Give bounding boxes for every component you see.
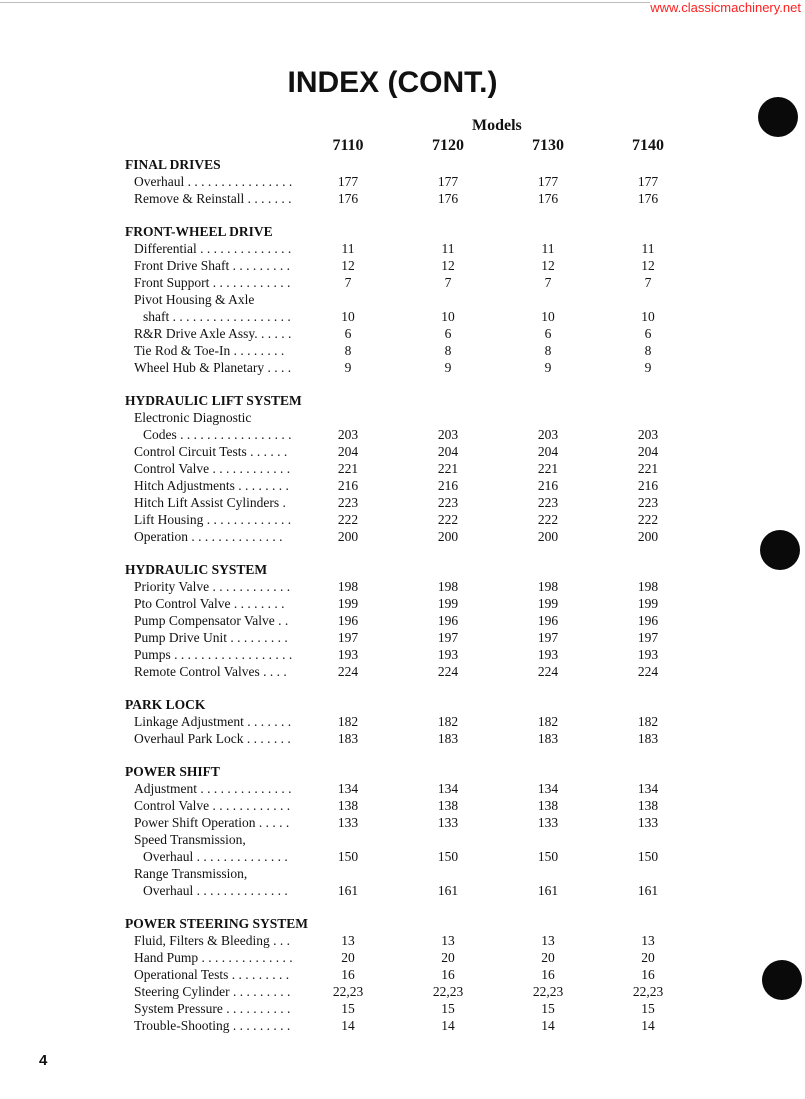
index-entry-row — [0, 629, 805, 646]
section-title: POWER STEERING SYSTEM — [125, 916, 309, 931]
entry-label: Pump Drive Unit . . . . . . . . . — [134, 630, 288, 645]
page-reference-7140: 13 — [641, 933, 655, 948]
index-entry-row — [0, 494, 805, 511]
entry-label: Power Shift Operation . . . . . — [134, 815, 290, 830]
page-reference-7110: 198 — [337, 579, 359, 594]
page-reference-7140: 20 — [641, 950, 655, 965]
index-entry-row — [0, 1000, 805, 1017]
index-section — [0, 223, 805, 376]
index-entry-row — [0, 511, 805, 528]
page-reference-7110: 199 — [337, 596, 359, 611]
page-reference-7120: 203 — [437, 427, 459, 442]
page-reference-7130: 183 — [537, 731, 559, 746]
page-reference-7130: 176 — [537, 191, 559, 206]
page-reference-7120: 133 — [437, 815, 459, 830]
page-reference-7130: 161 — [537, 883, 559, 898]
page-reference-7130: 10 — [541, 309, 555, 324]
section-title: PARK LOCK — [125, 697, 206, 712]
entry-label: Overhaul Park Lock . . . . . . . — [134, 731, 291, 746]
section-heading-row — [0, 156, 805, 173]
page-reference-7140: 221 — [637, 461, 659, 476]
entry-label: Codes . . . . . . . . . . . . . . . . . — [143, 427, 292, 442]
page-reference-7110: 15 — [341, 1001, 355, 1016]
index-entry-row — [0, 663, 805, 680]
page-reference-7140: 133 — [637, 815, 659, 830]
section-heading-row — [0, 696, 805, 713]
entry-label: Overhaul . . . . . . . . . . . . . . — [143, 849, 288, 864]
index-entry-row — [0, 342, 805, 359]
entry-label: Remove & Reinstall . . . . . . . — [134, 191, 292, 206]
page-reference-7110: 224 — [337, 664, 359, 679]
entry-label: shaft . . . . . . . . . . . . . . . . . . — [143, 309, 291, 324]
page-reference-7120: 204 — [437, 444, 459, 459]
page-reference-7130: 222 — [537, 512, 559, 527]
page-reference-7130: 20 — [541, 950, 555, 965]
index-entry-row — [0, 426, 805, 443]
index-entry-row — [0, 780, 805, 797]
index-entry-row — [0, 612, 805, 629]
page-reference-7110: 222 — [337, 512, 359, 527]
page-reference-7110: 16 — [341, 967, 355, 982]
section-heading-row — [0, 763, 805, 780]
index-entry-row — [0, 831, 805, 848]
entry-label: Overhaul . . . . . . . . . . . . . . — [143, 883, 288, 898]
page-reference-7140: 14 — [641, 1018, 655, 1033]
page-reference-7130: 203 — [537, 427, 559, 442]
page-reference-7130: 177 — [537, 174, 559, 189]
entry-label: Differential . . . . . . . . . . . . . . — [134, 241, 292, 256]
page-reference-7110: 216 — [337, 478, 359, 493]
index-section — [0, 392, 805, 545]
entry-label: Trouble-Shooting . . . . . . . . . — [134, 1018, 291, 1033]
page-reference-7140: 22,23 — [632, 984, 664, 999]
page-reference-7140: 196 — [637, 613, 659, 628]
page-reference-7130: 198 — [537, 579, 559, 594]
page-reference-7120: 20 — [441, 950, 455, 965]
index-entry-row — [0, 713, 805, 730]
index-entry-row — [0, 932, 805, 949]
entry-label: Front Drive Shaft . . . . . . . . . — [134, 258, 290, 273]
page-reference-7110: 221 — [337, 461, 359, 476]
index-entry-row — [0, 814, 805, 831]
entry-label: Range Transmission, — [134, 866, 248, 881]
page-reference-7120: 15 — [441, 1001, 455, 1016]
page-reference-7120: 198 — [437, 579, 459, 594]
page-reference-7120: 13 — [441, 933, 455, 948]
entry-label: Tie Rod & Toe-In . . . . . . . . — [134, 343, 285, 358]
section-heading-row — [0, 561, 805, 578]
index-section — [0, 763, 805, 899]
model-column-header: 7110 — [332, 137, 364, 154]
page-reference-7110: 8 — [344, 343, 352, 358]
entry-label: Control Valve . . . . . . . . . . . . — [134, 461, 291, 476]
index-section — [0, 156, 805, 207]
entry-label: Hitch Lift Assist Cylinders . — [134, 495, 286, 510]
models-heading: Models — [472, 117, 522, 134]
page-reference-7120: 14 — [441, 1018, 455, 1033]
page-reference-7140: 134 — [637, 781, 659, 796]
page-reference-7120: 177 — [437, 174, 459, 189]
index-entry-row — [0, 240, 805, 257]
index-entry-row — [0, 308, 805, 325]
index-entry-row — [0, 882, 805, 899]
section-heading-row — [0, 223, 805, 240]
page-reference-7130: 13 — [541, 933, 555, 948]
page-reference-7110: 11 — [341, 241, 355, 256]
page-reference-7140: 15 — [641, 1001, 655, 1016]
page-title: INDEX (CONT.) — [287, 66, 498, 99]
entry-label: R&R Drive Axle Assy. . . . . . — [134, 326, 292, 341]
page-reference-7140: 161 — [637, 883, 659, 898]
page-reference-7120: 134 — [437, 781, 459, 796]
entry-label: Control Circuit Tests . . . . . . — [134, 444, 288, 459]
entry-label: Hand Pump . . . . . . . . . . . . . . — [134, 950, 293, 965]
entry-label: Adjustment . . . . . . . . . . . . . . — [134, 781, 292, 796]
page-reference-7130: 216 — [537, 478, 559, 493]
section-title: HYDRAULIC SYSTEM — [125, 562, 268, 577]
page-reference-7140: 223 — [637, 495, 659, 510]
page-reference-7130: 22,23 — [532, 984, 564, 999]
page-reference-7110: 177 — [337, 174, 359, 189]
page-reference-7120: 224 — [437, 664, 459, 679]
page-reference-7140: 222 — [637, 512, 659, 527]
section-title: FINAL DRIVES — [125, 157, 221, 172]
entry-label: Pump Compensator Valve . . — [134, 613, 289, 628]
page-reference-7110: 22,23 — [332, 984, 364, 999]
page-reference-7140: 10 — [641, 309, 655, 324]
page-reference-7130: 8 — [544, 343, 552, 358]
page-reference-7110: 193 — [337, 647, 359, 662]
page-reference-7110: 13 — [341, 933, 355, 948]
index-entry-row — [0, 291, 805, 308]
page-reference-7110: 161 — [337, 883, 359, 898]
entry-label: Fluid, Filters & Bleeding . . . — [134, 933, 291, 948]
page-reference-7120: 222 — [437, 512, 459, 527]
index-entry-row — [0, 477, 805, 494]
page-reference-7140: 198 — [637, 579, 659, 594]
page-reference-7120: 9 — [444, 360, 452, 375]
page-reference-7110: 133 — [337, 815, 359, 830]
page-reference-7130: 138 — [537, 798, 559, 813]
index-section — [0, 915, 805, 1034]
section-heading-row — [0, 915, 805, 932]
page-reference-7120: 11 — [441, 241, 455, 256]
page-reference-7140: 203 — [637, 427, 659, 442]
page-reference-7140: 11 — [641, 241, 655, 256]
entry-label: Linkage Adjustment . . . . . . . — [134, 714, 292, 729]
entry-label: Steering Cylinder . . . . . . . . . — [134, 984, 291, 999]
index-entry-row — [0, 257, 805, 274]
page-reference-7110: 197 — [337, 630, 359, 645]
page-reference-7110: 134 — [337, 781, 359, 796]
page-reference-7130: 7 — [544, 275, 552, 290]
page-number: 4 — [39, 1052, 48, 1069]
page-reference-7120: 161 — [437, 883, 459, 898]
model-column-header: 7130 — [532, 137, 564, 154]
page-reference-7140: 193 — [637, 647, 659, 662]
page-reference-7140: 197 — [637, 630, 659, 645]
page-reference-7110: 176 — [337, 191, 359, 206]
page-reference-7120: 16 — [441, 967, 455, 982]
index-entry-row — [0, 274, 805, 291]
index-entry-row — [0, 865, 805, 882]
page-reference-7140: 16 — [641, 967, 655, 982]
page-reference-7110: 203 — [337, 427, 359, 442]
index-entry-row — [0, 578, 805, 595]
page-reference-7120: 199 — [437, 596, 459, 611]
page-reference-7140: 7 — [644, 275, 652, 290]
index-entry-row — [0, 325, 805, 342]
model-column-header: 7140 — [632, 137, 664, 154]
entry-label: Priority Valve . . . . . . . . . . . . — [134, 579, 291, 594]
entry-label: Wheel Hub & Planetary . . . . — [134, 360, 292, 375]
index-entry-row — [0, 528, 805, 545]
page-reference-7120: 12 — [441, 258, 455, 273]
entry-label: Pivot Housing & Axle — [134, 292, 255, 307]
page-reference-7130: 199 — [537, 596, 559, 611]
page-reference-7120: 196 — [437, 613, 459, 628]
index-entry-row — [0, 848, 805, 865]
page-reference-7140: 200 — [637, 529, 659, 544]
page-reference-7110: 182 — [337, 714, 359, 729]
entry-label: Pto Control Valve . . . . . . . . — [134, 596, 285, 611]
page-reference-7140: 12 — [641, 258, 655, 273]
page-reference-7130: 200 — [537, 529, 559, 544]
section-title: FRONT-WHEEL DRIVE — [125, 224, 273, 239]
index-entry-row — [0, 460, 805, 477]
page-reference-7130: 9 — [544, 360, 552, 375]
entry-label: Lift Housing . . . . . . . . . . . . . — [134, 512, 292, 527]
page-reference-7120: 176 — [437, 191, 459, 206]
index-section — [0, 561, 805, 680]
index-entry-row — [0, 797, 805, 814]
page-reference-7140: 150 — [637, 849, 659, 864]
page-reference-7120: 150 — [437, 849, 459, 864]
binder-hole-icon — [758, 97, 798, 137]
page-reference-7140: 138 — [637, 798, 659, 813]
index-entry-row — [0, 173, 805, 190]
entry-label: Electronic Diagnostic — [134, 410, 252, 425]
entry-label: Pumps . . . . . . . . . . . . . . . . . . — [134, 647, 293, 662]
page-reference-7140: 204 — [637, 444, 659, 459]
page-reference-7140: 177 — [637, 174, 659, 189]
model-column-header: 7120 — [432, 137, 464, 154]
page-reference-7120: 8 — [444, 343, 452, 358]
page-reference-7140: 199 — [637, 596, 659, 611]
page-reference-7140: 176 — [637, 191, 659, 206]
index-entry-row — [0, 359, 805, 376]
page-reference-7130: 196 — [537, 613, 559, 628]
page-reference-7140: 182 — [637, 714, 659, 729]
page-reference-7130: 221 — [537, 461, 559, 476]
page-reference-7130: 204 — [537, 444, 559, 459]
index-section — [0, 696, 805, 747]
entry-label: Operational Tests . . . . . . . . . — [134, 967, 290, 982]
page-reference-7110: 9 — [344, 360, 352, 375]
watermark-link[interactable]: www.classicmachinery.net — [650, 0, 801, 15]
index-entry-row — [0, 1017, 805, 1034]
page-reference-7130: 150 — [537, 849, 559, 864]
entry-label: Overhaul . . . . . . . . . . . . . . . . — [134, 174, 293, 189]
page-reference-7130: 193 — [537, 647, 559, 662]
page-reference-7120: 182 — [437, 714, 459, 729]
page-reference-7140: 224 — [637, 664, 659, 679]
page-reference-7120: 138 — [437, 798, 459, 813]
page-reference-7120: 197 — [437, 630, 459, 645]
top-border-line — [0, 2, 650, 3]
page-reference-7130: 134 — [537, 781, 559, 796]
entry-label: System Pressure . . . . . . . . . . — [134, 1001, 291, 1016]
index-entry-row — [0, 443, 805, 460]
index-entry-row — [0, 966, 805, 983]
page-reference-7130: 12 — [541, 258, 555, 273]
index-entry-row — [0, 983, 805, 1000]
entry-label: Operation . . . . . . . . . . . . . . — [134, 529, 283, 544]
index-entry-row — [0, 595, 805, 612]
page-reference-7110: 10 — [341, 309, 355, 324]
page-reference-7120: 216 — [437, 478, 459, 493]
index-entry-row — [0, 646, 805, 663]
page-reference-7110: 20 — [341, 950, 355, 965]
page-reference-7130: 6 — [544, 326, 552, 341]
index-entry-row — [0, 949, 805, 966]
page-reference-7130: 11 — [541, 241, 555, 256]
page-reference-7110: 204 — [337, 444, 359, 459]
section-title: HYDRAULIC LIFT SYSTEM — [125, 393, 302, 408]
page-reference-7110: 200 — [337, 529, 359, 544]
page-reference-7130: 224 — [537, 664, 559, 679]
page-reference-7110: 7 — [344, 275, 352, 290]
page-reference-7120: 7 — [444, 275, 452, 290]
entry-label: Front Support . . . . . . . . . . . . — [134, 275, 291, 290]
entry-label: Control Valve . . . . . . . . . . . . — [134, 798, 291, 813]
entry-label: Speed Transmission, — [134, 832, 246, 847]
page-reference-7130: 223 — [537, 495, 559, 510]
index-entry-row — [0, 409, 805, 426]
page-reference-7130: 133 — [537, 815, 559, 830]
section-heading-row — [0, 392, 805, 409]
page-reference-7110: 12 — [341, 258, 355, 273]
page-reference-7110: 223 — [337, 495, 359, 510]
page-reference-7110: 196 — [337, 613, 359, 628]
page-reference-7120: 6 — [444, 326, 452, 341]
section-title: POWER SHIFT — [125, 764, 220, 779]
page-reference-7110: 14 — [341, 1018, 355, 1033]
page-reference-7130: 15 — [541, 1001, 555, 1016]
page-reference-7120: 200 — [437, 529, 459, 544]
page-reference-7140: 8 — [644, 343, 652, 358]
page-reference-7120: 10 — [441, 309, 455, 324]
page-reference-7130: 14 — [541, 1018, 555, 1033]
page-reference-7120: 223 — [437, 495, 459, 510]
page-reference-7120: 193 — [437, 647, 459, 662]
page-reference-7110: 183 — [337, 731, 359, 746]
page-reference-7120: 22,23 — [432, 984, 464, 999]
page-reference-7130: 197 — [537, 630, 559, 645]
page-reference-7120: 183 — [437, 731, 459, 746]
entry-label: Remote Control Valves . . . . — [134, 664, 287, 679]
page-reference-7140: 6 — [644, 326, 652, 341]
entry-label: Hitch Adjustments . . . . . . . . — [134, 478, 289, 493]
page-reference-7110: 150 — [337, 849, 359, 864]
page-reference-7130: 16 — [541, 967, 555, 982]
page-reference-7140: 183 — [637, 731, 659, 746]
page-reference-7140: 9 — [644, 360, 652, 375]
page-reference-7110: 138 — [337, 798, 359, 813]
page-reference-7120: 221 — [437, 461, 459, 476]
page-reference-7140: 216 — [637, 478, 659, 493]
index-table — [0, 156, 805, 1050]
index-entry-row — [0, 190, 805, 207]
page-reference-7110: 6 — [344, 326, 352, 341]
index-entry-row — [0, 730, 805, 747]
page-reference-7130: 182 — [537, 714, 559, 729]
